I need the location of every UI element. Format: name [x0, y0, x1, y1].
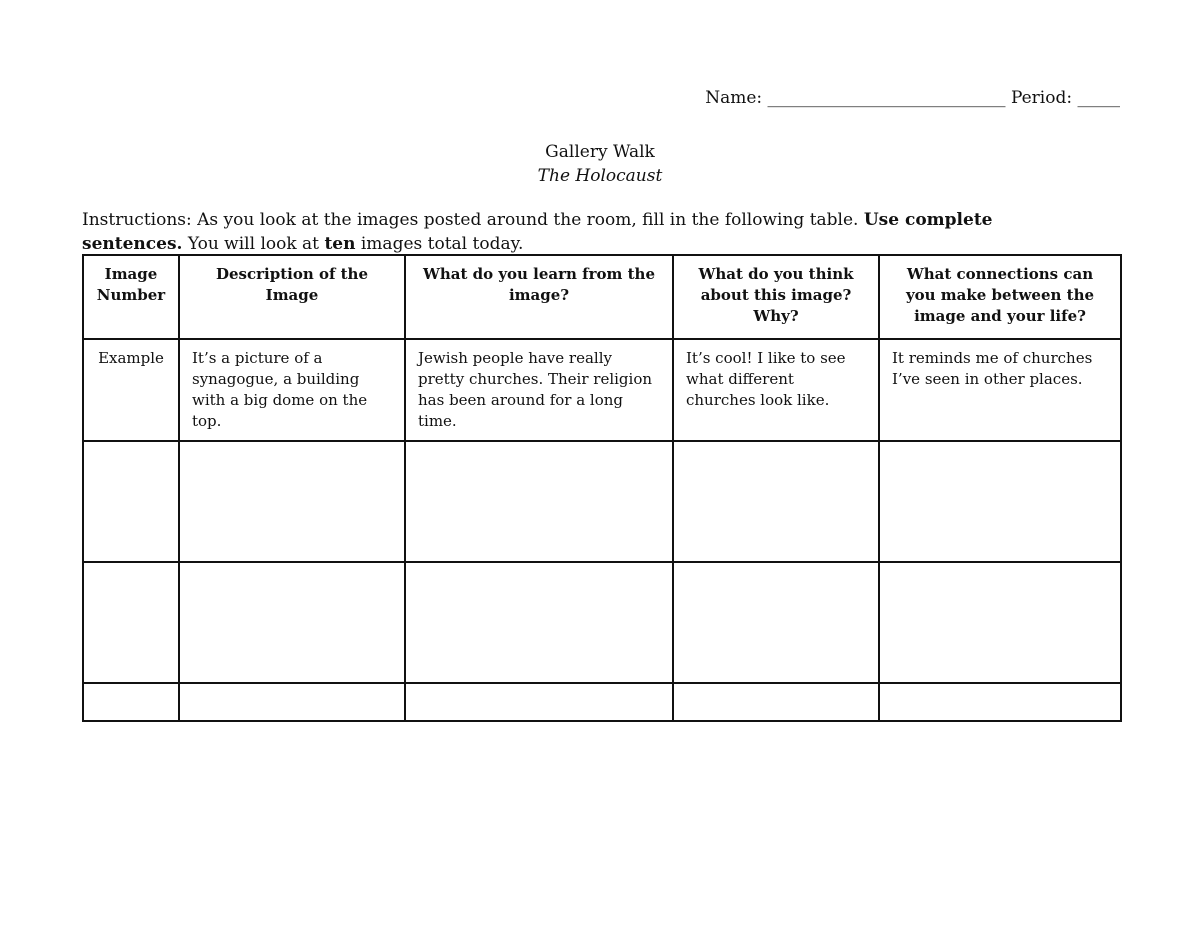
header-description: Description of the Image — [179, 255, 405, 339]
cell-learn[interactable] — [405, 562, 673, 683]
header-image-number: Image Number — [83, 255, 179, 339]
example-learn: Jewish people have really pretty churches. Their religion has been around for a long time. — [405, 339, 673, 441]
header-connections: What connections can you make between the image and your life? — [879, 255, 1121, 339]
cell-connections[interactable] — [879, 683, 1121, 721]
header-what-learn: What do you learn from the image? — [405, 255, 673, 339]
cell-image-number[interactable] — [83, 683, 179, 721]
instructions-text-2: You will look at — [182, 234, 325, 254]
table-row-example — [83, 339, 1121, 441]
header-what-think: What do you think about this image? Why? — [673, 255, 879, 339]
cell-description[interactable] — [179, 683, 405, 721]
cell-connections[interactable] — [879, 441, 1121, 562]
cell-image-number[interactable] — [83, 562, 179, 683]
cell-connections[interactable] — [879, 562, 1121, 683]
table-row — [83, 562, 1121, 683]
cell-learn[interactable] — [405, 441, 673, 562]
cell-learn[interactable] — [405, 683, 673, 721]
cell-description[interactable] — [179, 441, 405, 562]
example-label: Example — [83, 339, 179, 441]
name-period-line[interactable]: Name: ____________________________ Period: _____ — [705, 88, 1120, 108]
gallery-walk-table — [82, 254, 1122, 722]
example-connections: It reminds me of churches I’ve seen in other places. — [879, 339, 1121, 441]
page-title: Gallery Walk — [545, 142, 655, 162]
example-think: It’s cool! I like to see what different churches look like. — [673, 339, 879, 441]
cell-think[interactable] — [673, 562, 879, 683]
table-header-row — [83, 255, 1121, 339]
instructions — [82, 208, 1042, 256]
table-row — [83, 683, 1121, 721]
instructions-text-3: images total today. — [355, 234, 524, 254]
title-block — [0, 140, 1200, 188]
page-subtitle: The Holocaust — [537, 166, 663, 186]
cell-image-number[interactable] — [83, 441, 179, 562]
cell-think[interactable] — [673, 683, 879, 721]
instructions-text-1: Instructions: As you look at the images posted around the room, fill in the following table. — [82, 210, 864, 230]
cell-think[interactable] — [673, 441, 879, 562]
instructions-bold-2: ten — [324, 234, 356, 254]
cell-description[interactable] — [179, 562, 405, 683]
table-row — [83, 441, 1121, 562]
example-description: It’s a picture of a synagogue, a building with a big dome on the top. — [179, 339, 405, 441]
instructions-bold-1: Use complete sentences. — [82, 210, 993, 254]
